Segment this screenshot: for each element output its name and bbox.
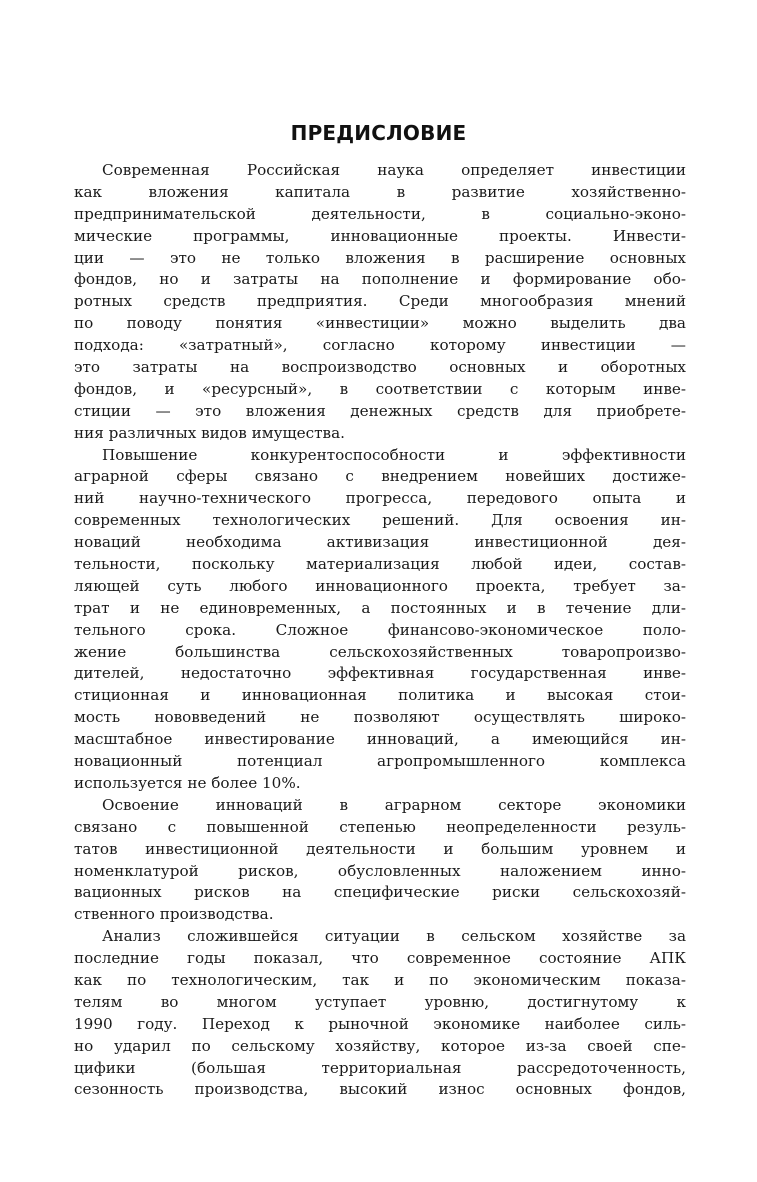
text-line: фондов, и «ресурсный», в соответствии с которым инве- [74, 379, 686, 398]
text-line: Повышение конкурентоспособности и эффективности [102, 445, 686, 464]
text-line: современных технологических решений. Для освоения ин- [74, 511, 686, 530]
text-line: новационный потенциал агропромышленного комплекса [74, 752, 686, 771]
text-line: стиции — это вложения денежных средств для приобрете- [74, 401, 686, 420]
text-line: ний научно-технического прогресса, передового опыта и [74, 489, 686, 508]
text-line: Анализ сложившейся ситуации в сельском хозяйстве за [102, 927, 686, 946]
text-line: тельности, поскольку материализация любой идеи, состав- [74, 555, 686, 574]
text-line: ляющей суть любого инновационного проекта, требует за- [74, 576, 686, 595]
text-line: стиционная и инновационная политика и высокая стои- [74, 686, 686, 705]
text-line: подхода: «затратный», согласно которому инвестиции — [74, 336, 686, 355]
text-line: вационных рисков на специфические риски сельскохозяй- [74, 883, 686, 902]
text-line: номенклатурой рисков, обусловленных наложением инно- [74, 861, 686, 880]
text-line: сезонность производства, высокий износ основных фондов, [74, 1080, 686, 1099]
text-line: аграрной сферы связано с внедрением новейших достиже- [74, 467, 686, 486]
text-line: связано с повышенной степенью неопределенности резуль- [74, 817, 686, 836]
text-line: мические программы, инновационные проекты. Инвести- [74, 226, 686, 245]
text-line: Современная Российская наука определяет инвестиции [102, 161, 686, 179]
text-line: как по технологическим, так и по экономическим показа- [74, 970, 686, 989]
text-line: тельного срока. Сложное финансово-экономическое поло- [74, 620, 686, 639]
text-line: цифики (большая территориальная рассредоточенность, [74, 1058, 686, 1077]
text-line: новаций необходима активизация инвестиционной дея- [74, 533, 686, 552]
text-line: ственного производства. [74, 905, 274, 924]
page-title: ПРЕДИСЛОВИЕ [290, 121, 467, 145]
text-line: жение большинства сельскохозяйственных товаропроизво- [74, 642, 686, 661]
text-line: фондов, но и затраты на пополнение и формирование обо- [74, 270, 686, 289]
text-line: по поводу понятия «инвестиции» можно выделить два [74, 314, 686, 333]
text-line: 1990 году. Переход к рыночной экономике наиболее силь- [74, 1014, 686, 1033]
text-line: ции — это не только вложения в расширение основных [74, 248, 686, 267]
text-line: ния различных видов имущества. [74, 423, 345, 442]
text-line: это затраты на воспроизводство основных и оборотных [74, 358, 686, 377]
text-line: используется не более 10%. [74, 773, 301, 792]
text-line: предпринимательской деятельности, в социально-эконо- [74, 204, 686, 223]
text-line: телям во многом уступает уровню, достигнутому к [74, 992, 686, 1011]
text-line: дителей, недостаточно эффективная государственная инве- [74, 664, 686, 683]
body-text [74, 160, 686, 1101]
text-line: последние годы показал, что современное состояние АПК [74, 949, 686, 968]
text-line: мость нововведений не позволяют осуществлять широко- [74, 708, 686, 727]
text-line: трат и не единовременных, а постоянных и в течение дли- [74, 598, 686, 617]
text-line: масштабное инвестирование инноваций, а имеющийся ин- [74, 730, 686, 749]
text-line: как вложения капитала в развитие хозяйственно- [74, 182, 686, 201]
text-line: татов инвестиционной деятельности и большим уровнем и [74, 839, 686, 858]
text-line: ротных средств предприятия. Среди многообразия мнений [74, 292, 686, 311]
text-line: Освоение инноваций в аграрном секторе экономики [102, 795, 686, 814]
text-line: но ударил по сельскому хозяйству, которое из-за своей спе- [74, 1036, 686, 1055]
